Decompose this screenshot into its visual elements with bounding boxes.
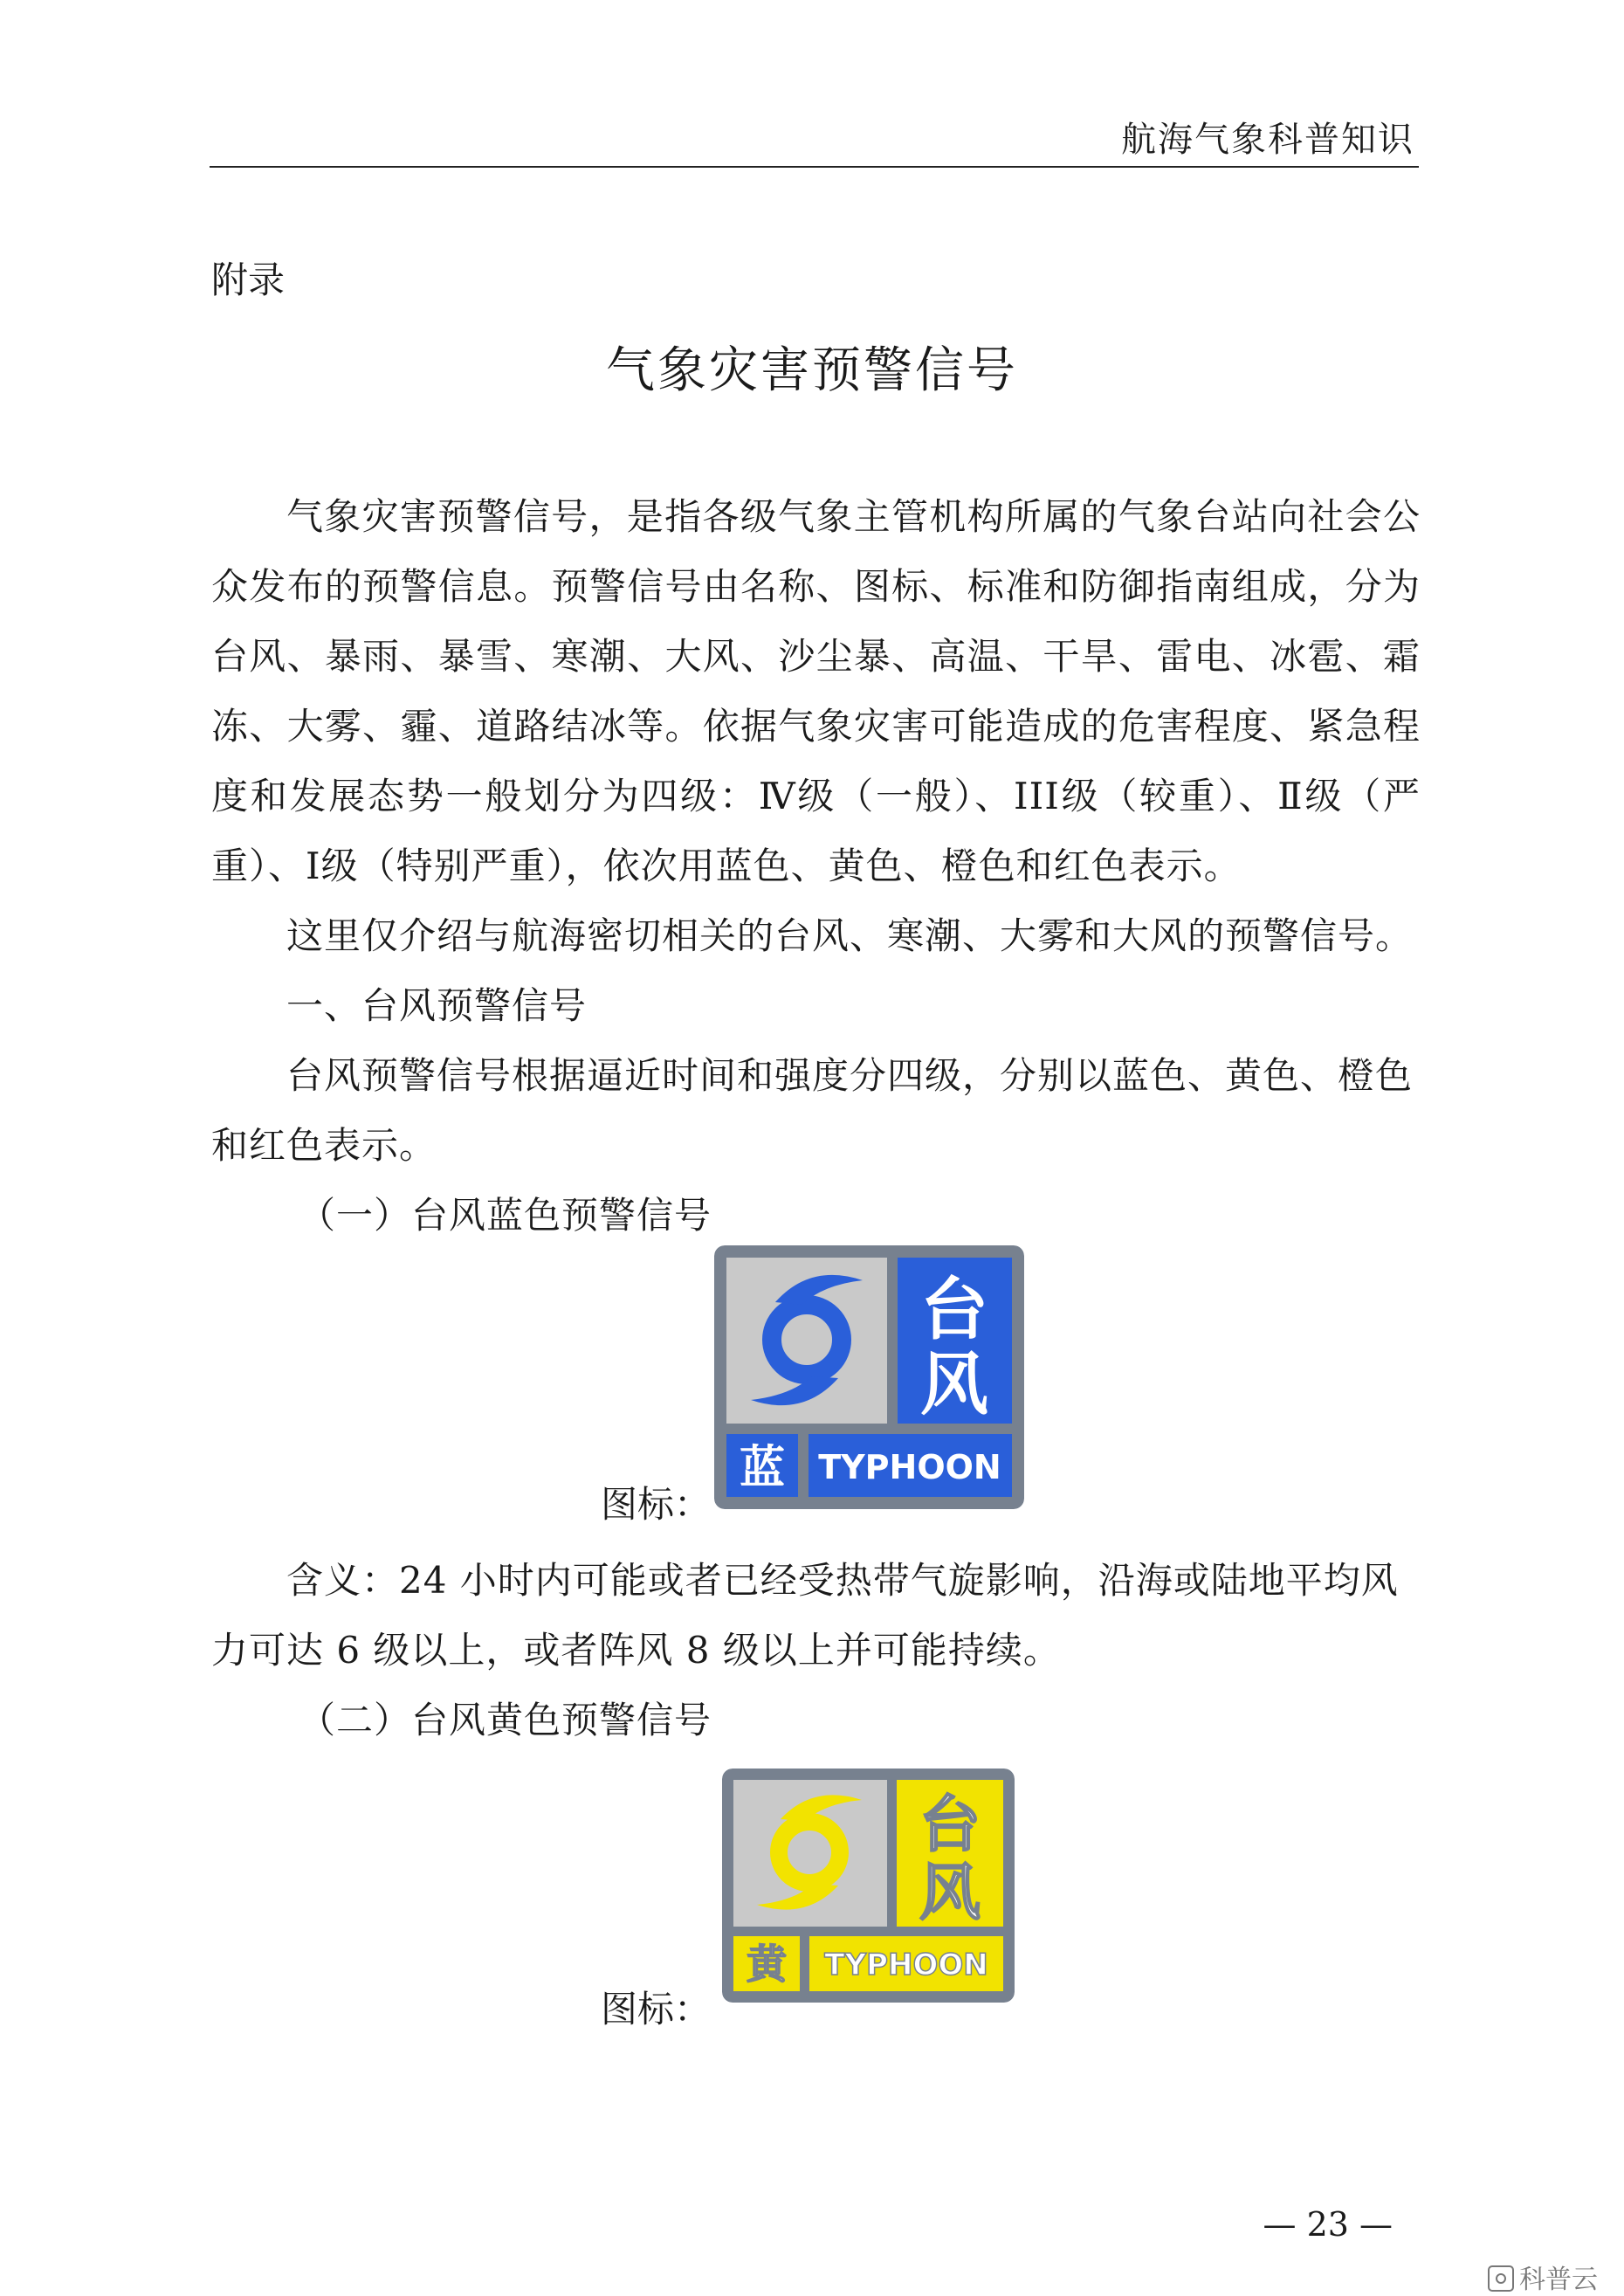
watermark-text: 科普云 — [1519, 2265, 1598, 2295]
blue-sign-level: 蓝 — [739, 1442, 786, 1494]
header-rule — [210, 166, 1419, 168]
page-title: 气象灾害预警信号 — [606, 342, 1018, 399]
intro-paragraph: 气象灾害预警信号，是指各级气象主管机构所属的气象台站向社会公众发布的预警信息。预警信号由名称、图标、标准和防御指南组成，分为台风、暴雨、暴雪、寒潮、大风、沙尘暴、高温、干旱、雷电、冰雹、霜冻、大雾、霾、道路结冰等。依据气象灾害可能造成的危害程度、紧急程度和发展态势一般划分为四级：Ⅳ级（一般）、III级（较重）、Ⅱ级（严重）、Ⅰ级（特别严重），依次用蓝色、黄色、橙色和红色表示。 — [211, 495, 1421, 887]
blue-meaning-line1: 含义：24 小时内可能或者已经受热带气旋影响，沿海或陆地平均风 — [286, 1559, 1399, 1602]
blue-sign-word: TYPHOON — [818, 1448, 1001, 1486]
blue-icon-label: 图标： — [601, 1483, 712, 1526]
section-description-line2: 和红色表示。 — [211, 1124, 437, 1167]
blue-meaning-line2: 力可达 6 级以上，或者阵风 8 级以上并可能持续。 — [211, 1629, 1061, 1672]
blue-sign-title-bottom: 风 — [919, 1346, 989, 1424]
page-number: — 23 — — [1263, 2205, 1393, 2244]
yellow-sign-level: 黄 — [747, 1941, 787, 1988]
yellow-icon-label: 图标： — [601, 1988, 712, 2031]
appendix-label: 附录 — [211, 259, 286, 301]
section-heading-typhoon: 一、台风预警信号 — [286, 984, 588, 1027]
scope-line: 这里仅介绍与航海密切相关的台风、寒潮、大雾和大风的预警信号。 — [286, 914, 1414, 957]
watermark — [1488, 2258, 1598, 2296]
yellow-sign-title-bottom: 风 — [919, 1857, 981, 1928]
yellow-sign-word: TYPHOON — [824, 1948, 988, 1982]
blue-signal-heading: （一）台风蓝色预警信号 — [299, 1194, 712, 1237]
blue-sign-title-top: 台 — [919, 1271, 989, 1349]
running-header: 航海气象科普知识 — [1121, 120, 1414, 160]
yellow-sign-title-top: 台 — [919, 1789, 981, 1860]
section-description-line1: 台风预警信号根据逼近时间和强度分四级，分别以蓝色、黄色、橙色 — [286, 1054, 1414, 1097]
typhoon-blue-warning-sign — [714, 1245, 1024, 1509]
yellow-signal-heading: （二）台风黄色预警信号 — [299, 1699, 712, 1741]
typhoon-yellow-warning-sign — [722, 1769, 1015, 2003]
watermark-logo-icon — [1488, 2265, 1514, 2292]
